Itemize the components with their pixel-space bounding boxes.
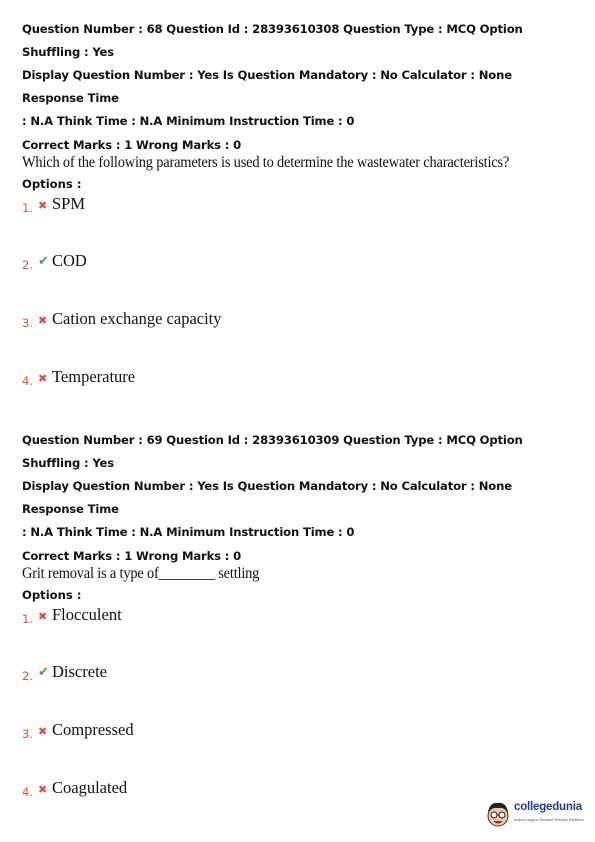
option-number: 1. — [22, 201, 33, 215]
option-text: Discrete — [52, 662, 107, 681]
option-number: 4. — [22, 785, 33, 799]
cross-icon: ✖ — [38, 610, 48, 623]
mascot-icon — [484, 799, 512, 829]
option-item — [22, 192, 577, 232]
question-marks: Correct Marks : 1 Wrong Marks : 0 — [22, 138, 242, 152]
option-item — [22, 348, 577, 406]
option-number: 1. — [22, 612, 33, 626]
option-number: 3. — [22, 727, 33, 741]
question-meta-line: Display Question Number : Yes Is Question Mandatory : No Calculator : None Response Time — [22, 68, 512, 105]
question-block-69 — [22, 429, 577, 817]
question-meta-line: : N.A Think Time : N.A Minimum Instruction Time : 0 — [22, 114, 355, 128]
option-number: 3. — [22, 316, 33, 330]
question-text: Which of the following parameters is used to determine the wastewater characteristics? — [22, 154, 510, 171]
question-meta-line: : N.A Think Time : N.A Minimum Instruction Time : 0 — [22, 525, 355, 539]
cross-icon: ✖ — [38, 199, 48, 212]
collegedunia-logo — [484, 797, 590, 831]
question-meta-line: Question Number : 68 Question Id : 28393610308 Question Type : MCQ Option Shuffling : Yes — [22, 22, 523, 59]
option-item — [22, 603, 577, 643]
check-icon: ✔ — [38, 665, 49, 680]
cross-icon: ✖ — [38, 783, 48, 796]
option-text: Coagulated — [52, 778, 128, 797]
logo-tagline: India's largest Student Review Platform — [514, 817, 584, 822]
question-text: Grit removal is a type of________ settling — [22, 565, 260, 582]
question-meta-line: Display Question Number : Yes Is Question Mandatory : No Calculator : None Response Time — [22, 479, 512, 516]
option-text: COD — [52, 251, 87, 270]
option-item — [22, 232, 577, 290]
option-number: 2. — [22, 258, 33, 272]
cross-icon: ✖ — [38, 372, 48, 385]
option-text: Temperature — [52, 367, 136, 386]
option-item — [22, 701, 577, 759]
logo-brand-text: collegedunia — [514, 801, 582, 813]
option-text: Cation exchange capacity — [52, 309, 222, 328]
cross-icon: ✖ — [38, 725, 48, 738]
cross-icon: ✖ — [38, 314, 48, 327]
option-number: 2. — [22, 669, 33, 683]
option-text: Compressed — [52, 720, 134, 739]
question-meta-line: Question Number : 69 Question Id : 28393610309 Question Type : MCQ Option Shuffling : Yes — [22, 433, 523, 470]
option-number: 4. — [22, 374, 33, 388]
question-block-68 — [22, 18, 577, 406]
option-item — [22, 290, 577, 348]
options-label: Options : — [22, 588, 82, 602]
question-marks: Correct Marks : 1 Wrong Marks : 0 — [22, 549, 242, 563]
option-text: Flocculent — [52, 605, 122, 624]
options-label: Options : — [22, 177, 82, 191]
check-icon: ✔ — [38, 254, 49, 269]
option-item — [22, 643, 577, 701]
option-text: SPM — [52, 194, 86, 213]
